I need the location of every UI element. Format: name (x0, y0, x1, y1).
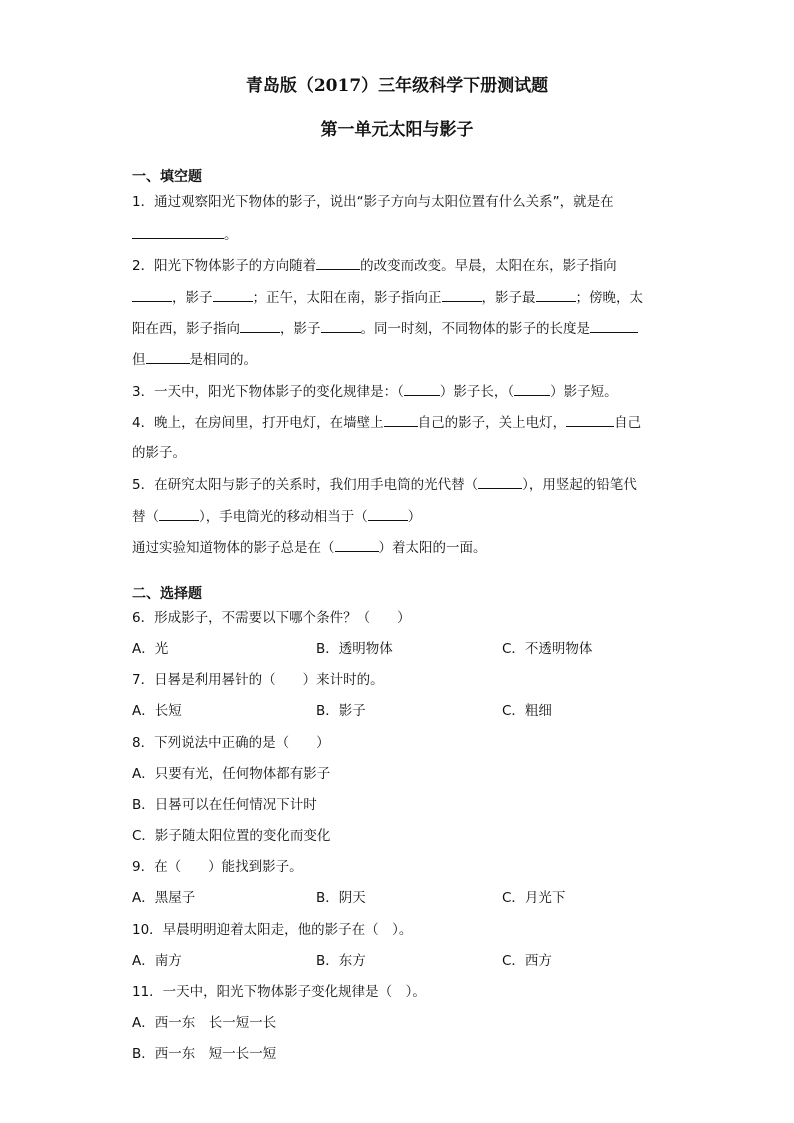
answer-blank[interactable] (590, 319, 638, 333)
question-5-line-2 (132, 507, 421, 526)
answer-blank[interactable] (566, 413, 614, 427)
question-9-option-b[interactable]: B．阴天 (316, 890, 366, 906)
answer-blank[interactable] (159, 507, 199, 521)
q2-text: 是相同的。 (189, 352, 257, 368)
question-6-option-a[interactable]: A．光 (132, 641, 169, 657)
question-10-stem: 10．早晨明明迎着太阳走，他的影子在（ ）。 (132, 922, 413, 938)
page-subtitle: 第一单元太阳与影子 (320, 120, 474, 140)
q2-text: 2．阳光下物体影子的方向随着 (132, 258, 317, 274)
q2-text: ，影子 (172, 290, 213, 306)
q4-text: 自己 (614, 415, 642, 431)
q1-text: 1．通过观察阳光下物体的影子，说出“影子方向与太阳位置有什么关系”，就是在 (132, 194, 614, 210)
q2-text: 。同一时刻，不同物体的影子的长度是 (360, 321, 590, 337)
question-8-stem: 8．下列说法中正确的是（ ） (132, 735, 330, 751)
q2-text: ；傍晚，太 (575, 290, 643, 306)
q3-text: ）影子短。 (550, 384, 618, 400)
question-11-stem: 11．一天中，阳光下物体影子变化规律是（ ）。 (132, 984, 426, 1000)
question-7-stem: 7．日晷是利用晷针的（ ）来计时的。 (132, 672, 384, 688)
answer-blank[interactable] (442, 288, 482, 302)
q4-text: 的影子。 (132, 445, 186, 461)
answer-blank[interactable] (240, 319, 280, 333)
q5-text: 替（ (132, 509, 159, 525)
q2-text: 阳在西，影子指向 (132, 321, 240, 337)
answer-blank[interactable] (384, 413, 418, 427)
answer-blank[interactable] (368, 507, 408, 521)
question-6-stem: 6．形成影子，不需要以下哪个条件？（ ） (132, 610, 411, 626)
q5-text: ） (407, 509, 422, 525)
q4-text: 自己的影子，关上电灯， (417, 415, 567, 431)
question-4-line-2 (132, 444, 186, 462)
q1-text-end: 。 (224, 227, 238, 243)
question-10-option-a[interactable]: A．南方 (132, 953, 182, 969)
question-1-line-1 (132, 193, 614, 211)
question-10-option-b[interactable]: B．东方 (316, 953, 366, 969)
q3-text: ）影子长，（ (439, 384, 515, 400)
q2-text: 但 (132, 352, 146, 368)
q2-text: ，影子 (280, 321, 321, 337)
question-6-option-c[interactable]: C．不透明物体 (502, 641, 593, 657)
q5-text: ）着太阳的一面。 (378, 540, 487, 556)
answer-blank[interactable] (404, 382, 440, 396)
question-6-option-b[interactable]: B．透明物体 (316, 641, 393, 657)
q2-text: ，影子最 (481, 290, 536, 306)
question-10-option-c[interactable]: C．西方 (502, 953, 552, 969)
question-4-line-1 (132, 413, 641, 432)
q5-text: 通过实验知道物体的影子总是在（ (132, 540, 335, 556)
q3-text: 3．一天中，阳光下物体影子的变化规律是：（ (132, 384, 404, 400)
q5-text: ），手电筒光的移动相当于（ (199, 509, 368, 525)
question-3 (132, 382, 618, 401)
question-8-option-b[interactable]: B．日晷可以在任何情况下计时 (132, 797, 317, 813)
answer-blank[interactable] (132, 225, 224, 239)
answer-blank[interactable] (146, 350, 190, 364)
question-2-line-1 (132, 256, 617, 275)
question-5-line-3 (132, 538, 487, 557)
answer-blank[interactable] (335, 538, 379, 552)
question-8-option-c[interactable]: C．影子随太阳位置的变化而变化 (132, 828, 331, 844)
question-5-line-1 (132, 475, 637, 494)
question-2-line-4 (132, 350, 257, 369)
answer-blank[interactable] (316, 256, 360, 270)
question-11-option-a[interactable]: A．西一东 长一短一长 (132, 1015, 277, 1031)
section-choice-heading: 二、选择题 (132, 586, 202, 602)
question-11-option-b[interactable]: B．西一东 短一长一短 (132, 1046, 277, 1062)
q2-text: ；正午，太阳在南，影子指向正 (252, 290, 442, 306)
question-9-stem: 9．在（ ）能找到影子。 (132, 859, 303, 875)
question-1-line-2 (132, 225, 238, 244)
question-2-line-2 (132, 288, 643, 307)
question-7-option-c[interactable]: C．粗细 (502, 703, 552, 719)
answer-blank[interactable] (478, 475, 522, 489)
question-8-option-a[interactable]: A．只要有光，任何物体都有影子 (132, 766, 331, 782)
question-2-line-3 (132, 319, 638, 338)
answer-blank[interactable] (132, 288, 172, 302)
page-title: 青岛版（2017）三年级科学下册测试题 (245, 76, 549, 96)
q4-text: 4．晚上，在房间里，打开电灯，在墙壁上 (132, 415, 384, 431)
q5-text: 5．在研究太阳与影子的关系时，我们用手电筒的光代替（ (132, 477, 479, 493)
answer-blank[interactable] (213, 288, 253, 302)
answer-blank[interactable] (514, 382, 550, 396)
answer-blank[interactable] (536, 288, 576, 302)
question-9-option-c[interactable]: C．月光下 (502, 890, 566, 906)
question-7-option-b[interactable]: B．影子 (316, 703, 366, 719)
q2-text: 的改变而改变。早晨，太阳在东，影子指向 (360, 258, 617, 274)
question-7-option-a[interactable]: A．长短 (132, 703, 182, 719)
q5-text: ），用竖起的铅笔代 (522, 477, 637, 493)
question-9-option-a[interactable]: A．黑屋子 (132, 890, 196, 906)
answer-blank[interactable] (321, 319, 361, 333)
section-fill-blank-heading: 一、填空题 (132, 169, 202, 185)
